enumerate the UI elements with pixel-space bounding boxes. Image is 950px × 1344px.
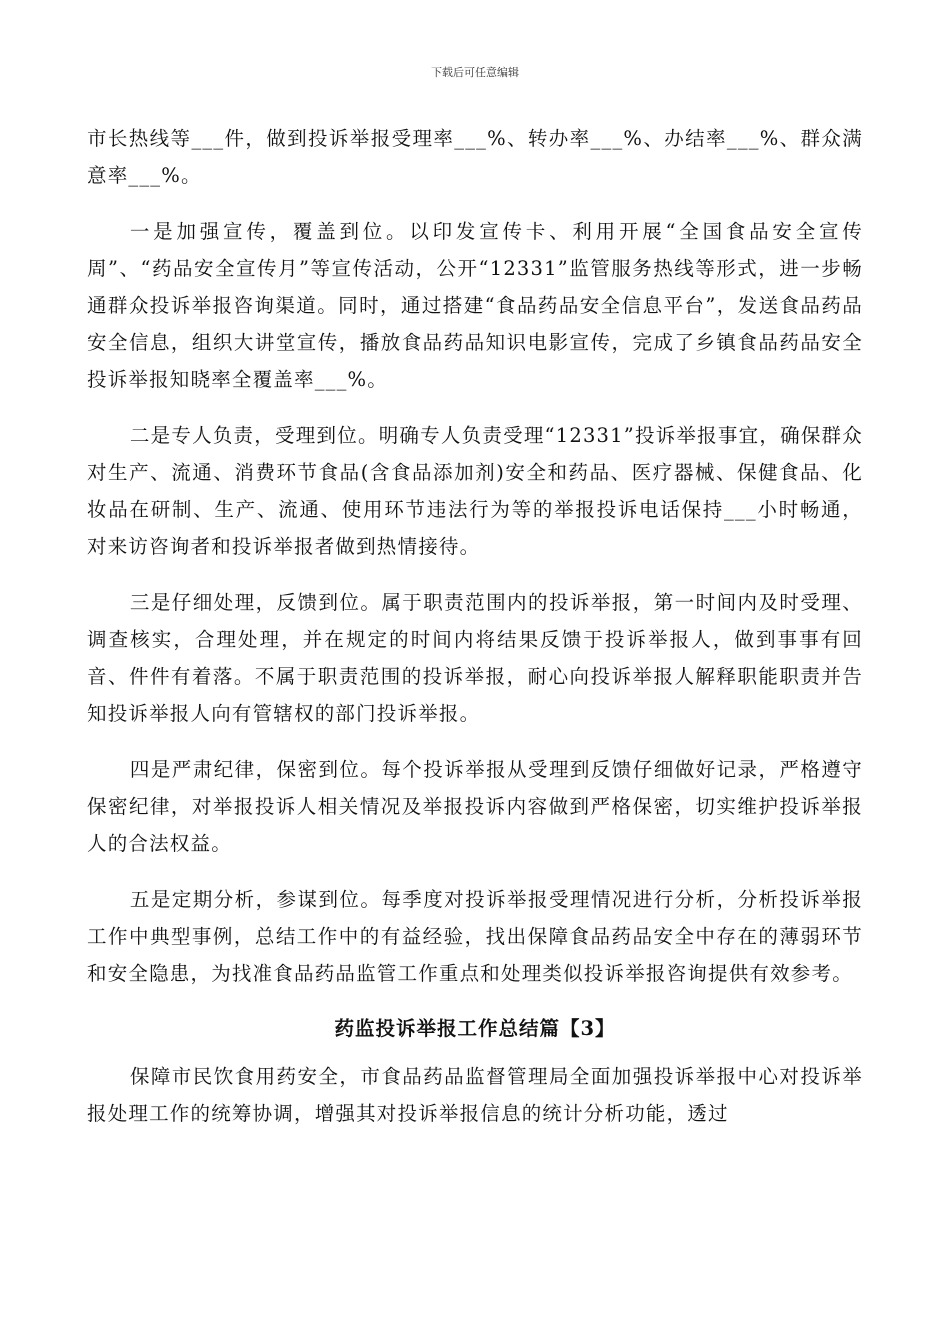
section-title: 药监投诉举报工作总结篇【3】 xyxy=(334,1017,616,1040)
paragraph-dedicated-staff: 二是专人负责，受理到位。明确专人负责受理“12331”投诉举报事宜，确保群众对生产、流通、消费环节食品(含食品添加剂)安全和药品、医疗器械、保健食品、化妆品在研制、生产、流通、使用环节违法行为等的举报投诉电话保持___小时畅通，对来访咨询者和投诉举报者做到热情接待。 xyxy=(87,424,863,558)
paragraph-discipline: 四是严肃纪律，保密到位。每个投诉举报从受理到反馈仔细做好记录，严格遵守保密纪律，对举报投诉人相关情况及举报投诉内容做到严格保密，切实维护投诉举报人的合法权益。 xyxy=(87,758,863,855)
paragraph-section-intro: 保障市民饮食用药安全，市食品药品监督管理局全面加强投诉举报中心对投诉举报处理工作的统筹协调，增强其对投诉举报信息的统计分析功能，透过 xyxy=(87,1065,863,1125)
page-header: 下载后可任意编辑 xyxy=(431,66,519,79)
paragraph-analysis: 五是定期分析，参谋到位。每季度对投诉举报受理情况进行分析，分析投诉举报工作中典型事例，总结工作中的有益经验，找出保障食品药品安全中存在的薄弱环节和安全隐患，为找准食品药品监管工作重点和处理类似投诉举报咨询提供有效参考。 xyxy=(87,888,863,985)
paragraph-publicity: 一是加强宣传，覆盖到位。以印发宣传卡、利用开展“全国食品安全宣传周”、“药品安全宣传月”等宣传活动，公开“12331”监管服务热线等形式，进一步畅通群众投诉举报咨询渠道。同时，通过搭建“食品药品安全信息平台”，发送食品药品安全信息，组织大讲堂宣传，播放食品药品知识电影宣传，完成了乡镇食品药品安全投诉举报知晓率全覆盖率___%。 xyxy=(87,220,863,391)
paragraph-handling-feedback: 三是仔细处理，反馈到位。属于职责范围内的投诉举报，第一时间内及时受理、调查核实，合理处理，并在规定的时间内将结果反馈于投诉举报人，做到事事有回音、件件有着落。不属于职责范围的投诉举报，耐心向投诉举报人解释职能职责并告知投诉举报人向有管辖权的部门投诉举报。 xyxy=(87,591,863,725)
document-body xyxy=(87,120,863,1132)
paragraph-continuation: 市长热线等___件，做到投诉举报受理率___%、转办率___%、办结率___%、群众满意率___%。 xyxy=(87,127,863,187)
